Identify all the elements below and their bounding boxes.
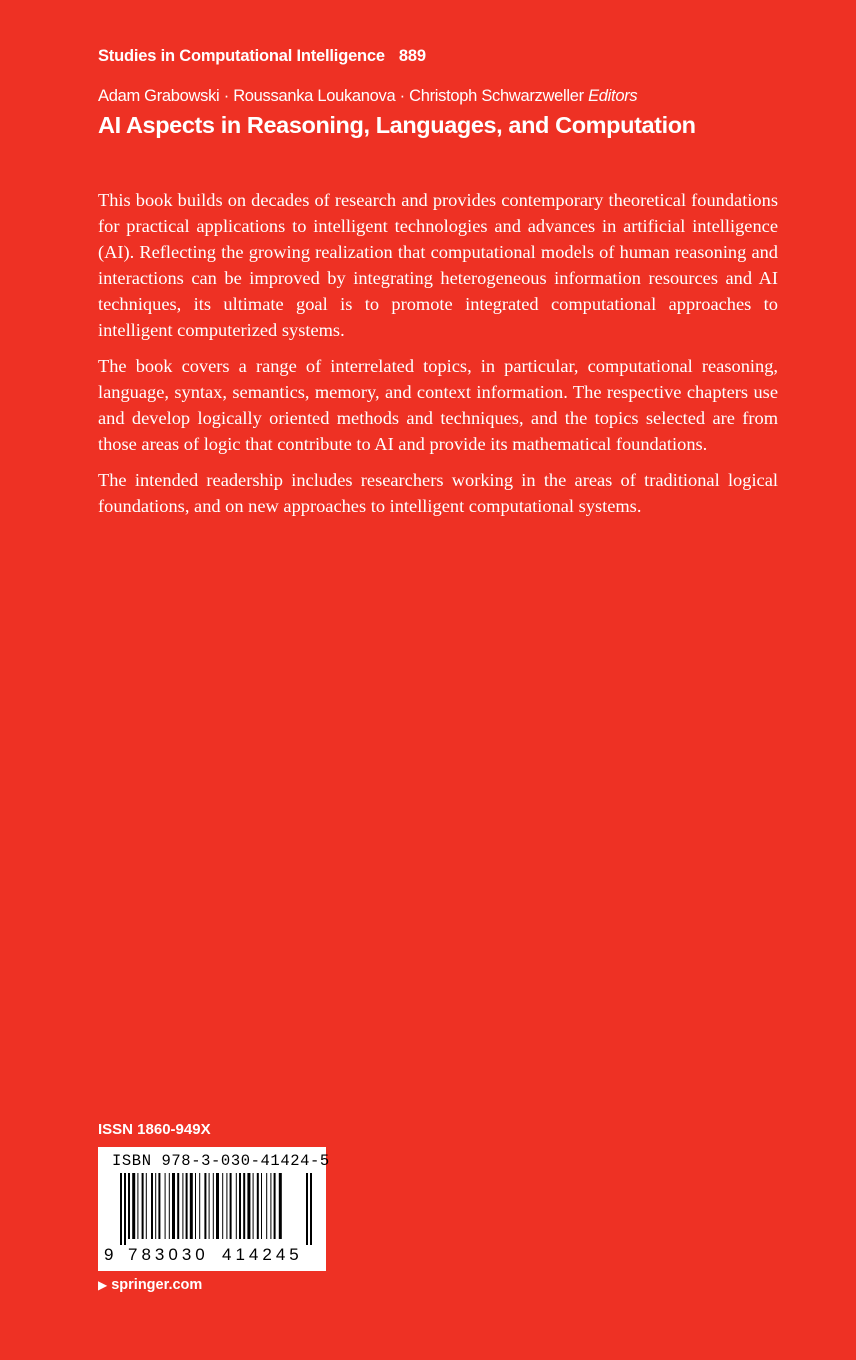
description-paragraph: The intended readership includes researchers working in the areas of traditional logical foundations, and on new approaches to intelligent computational systems. — [98, 470, 778, 516]
publisher-website[interactable] — [98, 1277, 202, 1293]
book-description — [98, 187, 778, 529]
barcode-bar — [195, 1173, 196, 1239]
barcode-bar — [274, 1173, 276, 1239]
barcode-bar — [209, 1173, 210, 1239]
barcode-digit-group: 414245 — [222, 1245, 303, 1264]
barcode-bar — [190, 1173, 193, 1239]
barcode-bar — [257, 1173, 259, 1239]
barcode-bar — [151, 1173, 153, 1239]
barcode-bar — [146, 1173, 147, 1239]
issn-label: ISSN 1860-949X — [98, 1121, 211, 1138]
barcode-digits — [98, 1245, 326, 1269]
barcode-digit-group: 783030 — [128, 1245, 209, 1264]
barcode-bar — [266, 1173, 267, 1239]
barcode-bar — [182, 1173, 183, 1239]
barcode-bar — [226, 1173, 227, 1239]
barcode-bar — [243, 1173, 245, 1239]
series-name: Studies in Computational Intelligence — [98, 47, 385, 65]
barcode-bar — [132, 1173, 135, 1239]
barcode-bar — [253, 1173, 254, 1239]
editor-names: Adam Grabowski · Roussanka Loukanova · Christoph Schwarzweller — [98, 87, 584, 105]
barcode-bar — [142, 1173, 144, 1239]
editors-role: Editors — [588, 87, 638, 105]
barcode-bar — [155, 1173, 156, 1239]
triangle-right-icon: ▶ — [98, 1278, 108, 1292]
barcode-bar — [270, 1173, 271, 1239]
barcode-bar — [137, 1173, 138, 1239]
barcode-guard-bar — [306, 1173, 308, 1245]
barcode-bar — [177, 1173, 179, 1239]
barcode-bar — [247, 1173, 250, 1239]
barcode-bar — [222, 1173, 223, 1239]
description-paragraph: The book covers a range of interrelated topics, in particular, computational reasoning, language, syntax, semantics, memory, and context information. The respective chapters use and develop logically oriented methods and techniques, and the topics selected are from those areas of logic that contribute to AI and provide its mathematical foundations. — [98, 356, 778, 454]
barcode-bar — [172, 1173, 175, 1239]
barcode-bar — [236, 1173, 237, 1239]
barcode-bar — [186, 1173, 188, 1239]
barcode-bar — [169, 1173, 170, 1239]
barcode-block — [98, 1147, 330, 1271]
barcode-bar — [165, 1173, 166, 1239]
barcode-bar — [261, 1173, 262, 1239]
barcode-bar — [279, 1173, 282, 1239]
barcode-bar — [128, 1173, 130, 1239]
barcode-guard-bar — [310, 1173, 312, 1245]
barcode-bar — [213, 1173, 214, 1239]
series-line — [98, 47, 426, 66]
barcode-bar — [239, 1173, 241, 1239]
barcode-bar — [216, 1173, 219, 1239]
barcode-guard-bar — [124, 1173, 126, 1245]
barcode-digit-group: 9 — [104, 1245, 114, 1264]
barcode-bar — [199, 1173, 200, 1239]
barcode-icon — [98, 1173, 326, 1245]
description-paragraph: This book builds on decades of research and provides contemporary theoretical foundations for practical applications to intelligent technologies and advances in artificial intelligence (AI). Reflecting the growing realization that computational models of human reasoning and interactions can be improved by integrating heterogeneous information resources and AI techniques, its ultimate goal is to promote integrated computational approaches to intelligent computerized systems. — [98, 190, 778, 340]
book-title: AI Aspects in Reasoning, Languages, and Computation — [98, 112, 696, 138]
barcode-bar — [230, 1173, 232, 1239]
barcode-guard-bar — [120, 1173, 122, 1245]
isbn-label: ISBN 978-3-030-41424-5 — [112, 1152, 330, 1170]
website-text: springer.com — [111, 1277, 203, 1293]
barcode-bar — [204, 1173, 206, 1239]
editors-line — [98, 87, 637, 106]
series-volume: 889 — [398, 47, 426, 65]
barcode-bar — [158, 1173, 160, 1239]
